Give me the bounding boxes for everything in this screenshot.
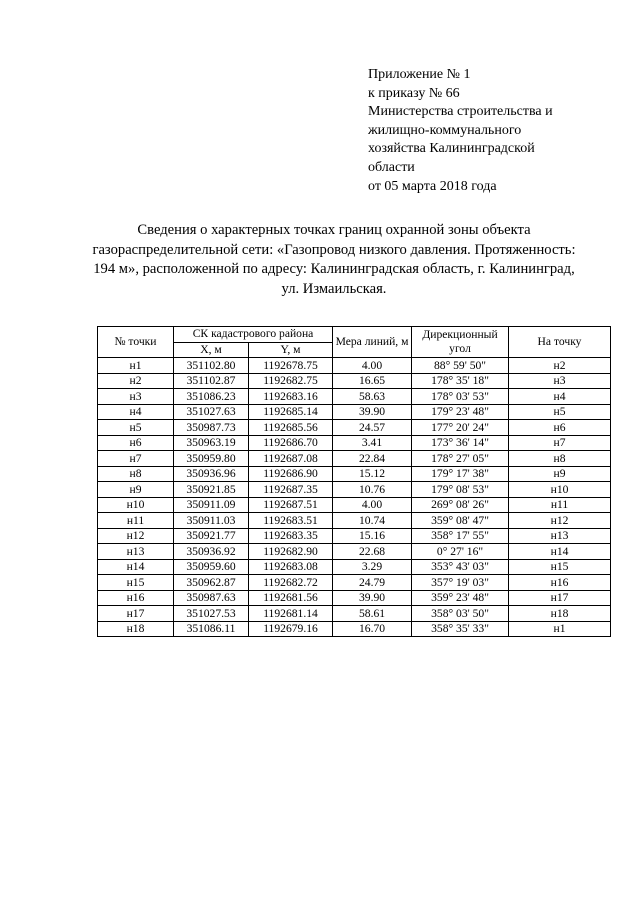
cell-to-point: н1 [509,621,611,637]
table-row [98,358,611,374]
cell-y: 1192681.56 [249,590,333,606]
table-row [98,373,611,389]
cell-length: 22.68 [333,544,412,560]
cell-angle: 359° 23' 48" [412,590,509,606]
header-x: X, м [174,342,249,358]
cell-point: н10 [98,497,174,513]
cell-angle: 0° 27' 16" [412,544,509,560]
cell-to-point: н11 [509,497,611,513]
cell-length: 3.41 [333,435,412,451]
cell-length: 3.29 [333,559,412,575]
appendix-line: к приказу № 66 [368,85,460,101]
cell-to-point: н2 [509,358,611,374]
cell-x: 351086.23 [174,389,249,405]
cell-y: 1192683.51 [249,513,333,529]
cell-length: 16.70 [333,621,412,637]
cell-to-point: н17 [509,590,611,606]
header-point: № точки [98,327,174,358]
cell-to-point: н18 [509,606,611,622]
cell-y: 1192683.08 [249,559,333,575]
cell-x: 350959.60 [174,559,249,575]
cell-length: 16.65 [333,373,412,389]
cell-length: 24.79 [333,575,412,591]
cell-y: 1192682.72 [249,575,333,591]
table-row [98,559,611,575]
appendix-line: хозяйства Калининградской [368,141,535,157]
document-heading [60,221,608,299]
table-row [98,528,611,544]
cell-point: н12 [98,528,174,544]
appendix-line: от 05 марта 2018 года [368,178,497,194]
cell-x: 350921.77 [174,528,249,544]
cell-x: 350987.73 [174,420,249,436]
cell-y: 1192682.75 [249,373,333,389]
cell-to-point: н12 [509,513,611,529]
cell-y: 1192686.90 [249,466,333,482]
cell-x: 350911.09 [174,497,249,513]
cell-point: н18 [98,621,174,637]
cell-angle: 177° 20' 24" [412,420,509,436]
cell-point: н11 [98,513,174,529]
table-row [98,544,611,560]
table-row [98,404,611,420]
cell-point: н5 [98,420,174,436]
table-row [98,621,611,637]
cell-angle: 269° 08' 26" [412,497,509,513]
cell-angle: 359° 08' 47" [412,513,509,529]
table-row [98,606,611,622]
cell-x: 350921.85 [174,482,249,498]
table-row [98,389,611,405]
cell-point: н2 [98,373,174,389]
cell-y: 1192683.16 [249,389,333,405]
table-row [98,466,611,482]
cell-angle: 357° 19' 03" [412,575,509,591]
cell-x: 350987.63 [174,590,249,606]
cell-x: 351102.80 [174,358,249,374]
table-row [98,497,611,513]
cell-y: 1192686.70 [249,435,333,451]
appendix-block [368,66,628,196]
cell-x: 350963.19 [174,435,249,451]
heading-line: 194 м», расположенной по адресу: Калининградская область, г. Калининград, [93,261,575,277]
cell-point: н17 [98,606,174,622]
cell-length: 4.00 [333,358,412,374]
cell-x: 350959.80 [174,451,249,467]
header-angle: Дирекционный угол [412,327,509,358]
heading-line: ул. Измаильская. [281,280,387,297]
cell-x: 351027.53 [174,606,249,622]
cell-point: н1 [98,358,174,374]
cell-angle: 358° 35' 33" [412,621,509,637]
cell-y: 1192678.75 [249,358,333,374]
cell-length: 58.61 [333,606,412,622]
cell-point: н3 [98,389,174,405]
cell-y: 1192683.35 [249,528,333,544]
header-length: Мера линий, м [333,327,412,358]
cell-x: 350962.87 [174,575,249,591]
cell-angle: 173° 36' 14" [412,435,509,451]
cell-x: 351102.87 [174,373,249,389]
cell-point: н9 [98,482,174,498]
appendix-line: Приложение № 1 [368,67,471,82]
cell-y: 1192685.14 [249,404,333,420]
cell-length: 39.90 [333,590,412,606]
cell-point: н15 [98,575,174,591]
cell-length: 58.63 [333,389,412,405]
cell-x: 350936.92 [174,544,249,560]
cell-angle: 178° 35' 18" [412,373,509,389]
cell-length: 15.12 [333,466,412,482]
cell-length: 10.74 [333,513,412,529]
cell-point: н8 [98,466,174,482]
table-row [98,482,611,498]
header-y: Y, м [249,342,333,358]
cell-to-point: н4 [509,389,611,405]
cell-length: 39.90 [333,404,412,420]
cell-point: н16 [98,590,174,606]
cell-angle: 178° 27' 05" [412,451,509,467]
cell-x: 351086.11 [174,621,249,637]
appendix-line: области [368,159,415,175]
cell-y: 1192685.56 [249,420,333,436]
cell-length: 15.16 [333,528,412,544]
cell-angle: 358° 03' 50" [412,606,509,622]
heading-line: Сведения о характерных точках границ охранной зоны объекта [137,222,531,238]
cell-length: 22.84 [333,451,412,467]
table-row [98,513,611,529]
cell-to-point: н13 [509,528,611,544]
cell-to-point: н5 [509,404,611,420]
table-row [98,590,611,606]
table-row [98,451,611,467]
cell-length: 24.57 [333,420,412,436]
cell-to-point: н14 [509,544,611,560]
header-cadastral: СК кадастрового района [174,327,333,343]
cell-point: н7 [98,451,174,467]
cell-point: н6 [98,435,174,451]
boundary-points-table [97,326,611,637]
cell-point: н14 [98,559,174,575]
appendix-line: Министерства строительства и [368,104,553,120]
cell-point: н4 [98,404,174,420]
heading-line: газораспределительной сети: «Газопровод низкого давления. Протяженность: [92,241,576,258]
table-body [98,358,611,637]
cell-y: 1192687.35 [249,482,333,498]
cell-angle: 178° 03' 53" [412,389,509,405]
cell-x: 350911.03 [174,513,249,529]
table-row [98,420,611,436]
appendix-line: жилищно-коммунального [368,122,522,138]
cell-to-point: н3 [509,373,611,389]
cell-to-point: н15 [509,559,611,575]
cell-to-point: н7 [509,435,611,451]
cell-angle: 179° 08' 53" [412,482,509,498]
cell-y: 1192679.16 [249,621,333,637]
cell-angle: 353° 43' 03" [412,559,509,575]
cell-angle: 88° 59' 50" [412,358,509,374]
cell-x: 351027.63 [174,404,249,420]
cell-to-point: н8 [509,451,611,467]
cell-angle: 179° 23' 48" [412,404,509,420]
cell-y: 1192681.14 [249,606,333,622]
cell-y: 1192682.90 [249,544,333,560]
cell-to-point: н10 [509,482,611,498]
cell-length: 4.00 [333,497,412,513]
cell-angle: 358° 17' 55" [412,528,509,544]
cell-to-point: н6 [509,420,611,436]
header-to-point: На точку [509,327,611,358]
cell-point: н13 [98,544,174,560]
cell-y: 1192687.08 [249,451,333,467]
table-row [98,435,611,451]
cell-x: 350936.96 [174,466,249,482]
cell-angle: 179° 17' 38" [412,466,509,482]
cell-to-point: н16 [509,575,611,591]
cell-y: 1192687.51 [249,497,333,513]
cell-length: 10.76 [333,482,412,498]
cell-to-point: н9 [509,466,611,482]
table-row [98,575,611,591]
